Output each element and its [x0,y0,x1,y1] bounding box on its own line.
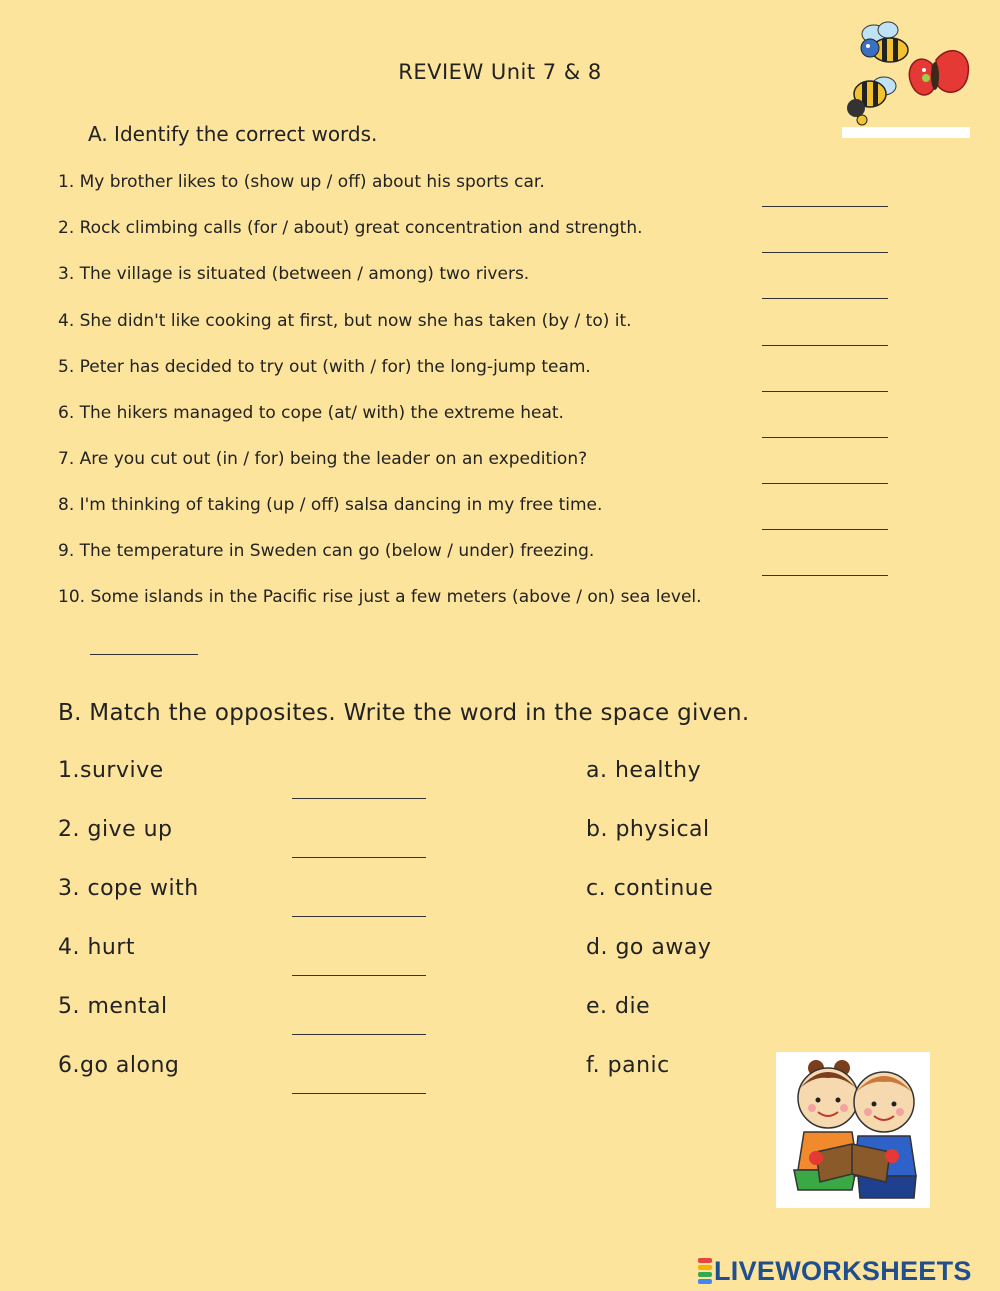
match-word: 5. mental [58,994,168,1019]
match-answer-input[interactable] [292,892,426,917]
question-text: 3. The village is situated (between / among) two rivers. [58,264,530,284]
answer-input[interactable] [762,463,888,484]
question-row [58,264,898,294]
match-option: f. panic [586,1053,670,1078]
match-row [58,994,778,1034]
answer-input[interactable] [762,186,888,207]
answer-input[interactable] [762,278,888,299]
match-row [58,817,778,857]
question-text: 8. I'm thinking of taking (up / off) salsa dancing in my free time. [58,495,603,515]
logo-mark-block [698,1265,712,1270]
question-row [58,311,898,341]
question-row [58,449,898,479]
answer-input[interactable] [762,509,888,530]
kids-reading-image [776,1052,930,1208]
match-word: 4. hurt [58,935,136,960]
worksheet-title: REVIEW Unit 7 & 8 [398,60,602,84]
question-text: 6. The hikers managed to cope (at/ with) the extreme heat. [58,403,564,423]
match-answer-input[interactable] [292,1010,426,1035]
answer-input[interactable] [762,371,888,392]
match-answer-input[interactable] [292,1069,426,1094]
answer-input[interactable] [762,325,888,346]
match-option: a. healthy [586,758,702,783]
answer-input[interactable] [90,636,198,655]
question-text: 4. She didn't like cooking at first, but now she has taken (by / to) it. [58,311,632,331]
match-word: 6.go along [58,1053,180,1078]
match-option: e. die [586,994,651,1019]
match-row [58,758,778,798]
match-row [58,1053,778,1093]
match-option: d. go away [586,935,712,960]
section-a-heading: A. Identify the correct words. [88,122,378,146]
logo-mark-icon [698,1257,712,1285]
question-text: 5. Peter has decided to try out (with / for) the long-jump team. [58,357,591,377]
logo-text: LIVEWORKSHEETS [714,1255,972,1286]
question-row [58,403,898,433]
match-word: 2. give up [58,817,173,842]
question-row [58,587,898,617]
logo-mark-block [698,1279,712,1284]
answer-input[interactable] [762,555,888,576]
question-row [58,357,898,387]
question-row [58,172,898,202]
question-text: 9. The temperature in Sweden can go (below / under) freezing. [58,541,595,561]
match-word: 3. cope with [58,876,199,901]
match-option: b. physical [586,817,710,842]
question-text: 10. Some islands in the Pacific rise just a few meters (above / on) sea level. [58,587,702,607]
question-text: 2. Rock climbing calls (for / about) great concentration and strength. [58,218,643,238]
logo-mark-block [698,1258,712,1263]
match-answer-input[interactable] [292,774,426,799]
match-answer-input[interactable] [292,951,426,976]
question-row [58,218,898,248]
question-row [58,495,898,525]
bees-butterfly-image [840,12,972,140]
section-b-heading: B. Match the opposites. Write the word in the space given. [58,700,750,726]
match-option: c. continue [586,876,714,901]
match-answer-input[interactable] [292,833,426,858]
match-word: 1.survive [58,758,164,783]
question-text: 1. My brother likes to (show up / off) about his sports car. [58,172,545,192]
answer-input[interactable] [762,417,888,438]
match-row [58,876,778,916]
match-row [58,935,778,975]
liveworksheets-logo [698,1256,972,1286]
logo-mark-block [698,1272,712,1277]
question-text: 7. Are you cut out (in / for) being the leader on an expedition? [58,449,588,469]
answer-input[interactable] [762,232,888,253]
question-row [58,541,898,571]
